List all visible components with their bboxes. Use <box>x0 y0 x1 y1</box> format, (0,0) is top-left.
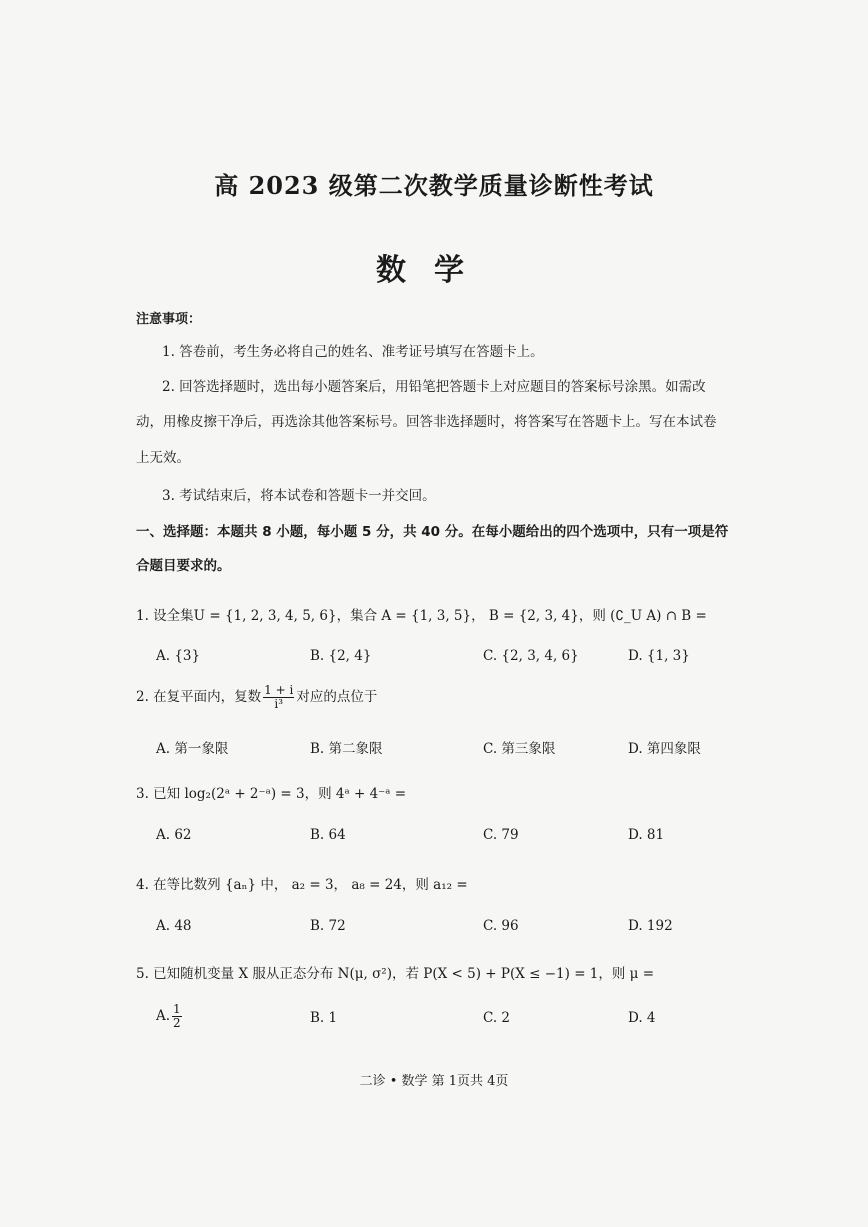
exam-title: 高 2023 级第二次教学质量诊断性考试 <box>214 171 654 200</box>
question-5-option-a-denominator: 2 <box>173 1016 181 1030</box>
question-2-stem-after: 对应的点位于 <box>296 689 378 705</box>
question-5-option-c: C. 2 <box>483 1010 511 1026</box>
question-5-option-a <box>156 1003 184 1030</box>
section-heading-line-1: 一、选择题：本题共 8 小题，每小题 5 分，共 40 分。在每小题给出的四个选项中，只有一项是符 <box>136 524 729 540</box>
question-3-option-d: D. 81 <box>628 827 665 843</box>
question-2-option-b: B. 第二象限 <box>310 741 383 757</box>
page-footer: 二诊 • 数学 第 1页共 4页 <box>359 1074 509 1089</box>
question-5-option-d: D. 4 <box>628 1010 656 1026</box>
question-1-stem: 1. 设全集U = {1, 2, 3, 4, 5, 6}，集合 A = {1, 3, 5}， B = {2, 3, 4}，则 (∁_U A) ∩ B = <box>136 608 707 624</box>
question-1-option-a: A. {3} <box>156 648 201 664</box>
question-2-fraction-numerator: 1 + i <box>264 683 294 697</box>
question-5-option-a-numerator: 1 <box>173 1002 181 1016</box>
question-3-option-b: B. 64 <box>310 827 346 843</box>
notice-item-2-line-3: 上无效。 <box>136 450 190 466</box>
notice-item-2-line-2: 动，用橡皮擦干净后，再选涂其他答案标号。回答非选择题时，将答案写在答题卡上。写在本试卷 <box>136 414 717 430</box>
question-2-stem-before: 2. 在复平面内，复数 <box>136 689 262 705</box>
notice-item-3: 3. 考试结束后，将本试卷和答题卡一并交回。 <box>162 488 436 504</box>
subject-title: 数学 <box>376 253 492 288</box>
question-5-option-a-fraction <box>172 1003 182 1030</box>
question-5-option-a-label: A. <box>156 1008 171 1024</box>
question-1-option-b: B. {2, 4} <box>310 648 372 664</box>
question-2-fraction-denominator: i³ <box>274 697 284 711</box>
notice-item-1: 1. 答卷前，考生务必将自己的姓名、准考证号填写在答题卡上。 <box>162 344 544 360</box>
question-4-option-d: D. 192 <box>628 918 673 934</box>
question-2-stem <box>136 684 377 711</box>
question-1-option-c: C. {2, 3, 4, 6} <box>483 648 579 664</box>
question-4-option-b: B. 72 <box>310 918 346 934</box>
question-4-option-c: C. 96 <box>483 918 519 934</box>
question-2-option-a: A. 第一象限 <box>156 741 229 757</box>
question-4-option-a: A. 48 <box>156 918 192 934</box>
question-4-stem: 4. 在等比数列 {aₙ} 中， a₂ = 3， a₈ = 24，则 a₁₂ = <box>136 877 468 893</box>
question-5-stem: 5. 已知随机变量 X 服从正态分布 N(μ, σ²)，若 P(X < 5) + P(X ≤ −1) = 1，则 μ = <box>136 966 655 982</box>
question-2-option-d: D. 第四象限 <box>628 741 701 757</box>
question-3-stem: 3. 已知 log₂(2ᵃ + 2⁻ᵃ) = 3，则 4ᵃ + 4⁻ᵃ = <box>136 786 407 802</box>
notice-item-2-line-1: 2. 回答选择题时，选出每小题答案后，用铅笔把答题卡上对应题目的答案标号涂黑。如需改 <box>162 379 706 395</box>
question-3-option-c: C. 79 <box>483 827 519 843</box>
question-3-option-a: A. 62 <box>156 827 192 843</box>
section-heading-line-2: 合题目要求的。 <box>136 558 231 574</box>
question-2-option-c: C. 第三象限 <box>483 741 556 757</box>
question-1-option-d: D. {1, 3} <box>628 648 690 664</box>
question-5-option-b: B. 1 <box>310 1010 338 1026</box>
notice-heading: 注意事项： <box>136 312 202 327</box>
question-2-fraction <box>263 684 294 711</box>
